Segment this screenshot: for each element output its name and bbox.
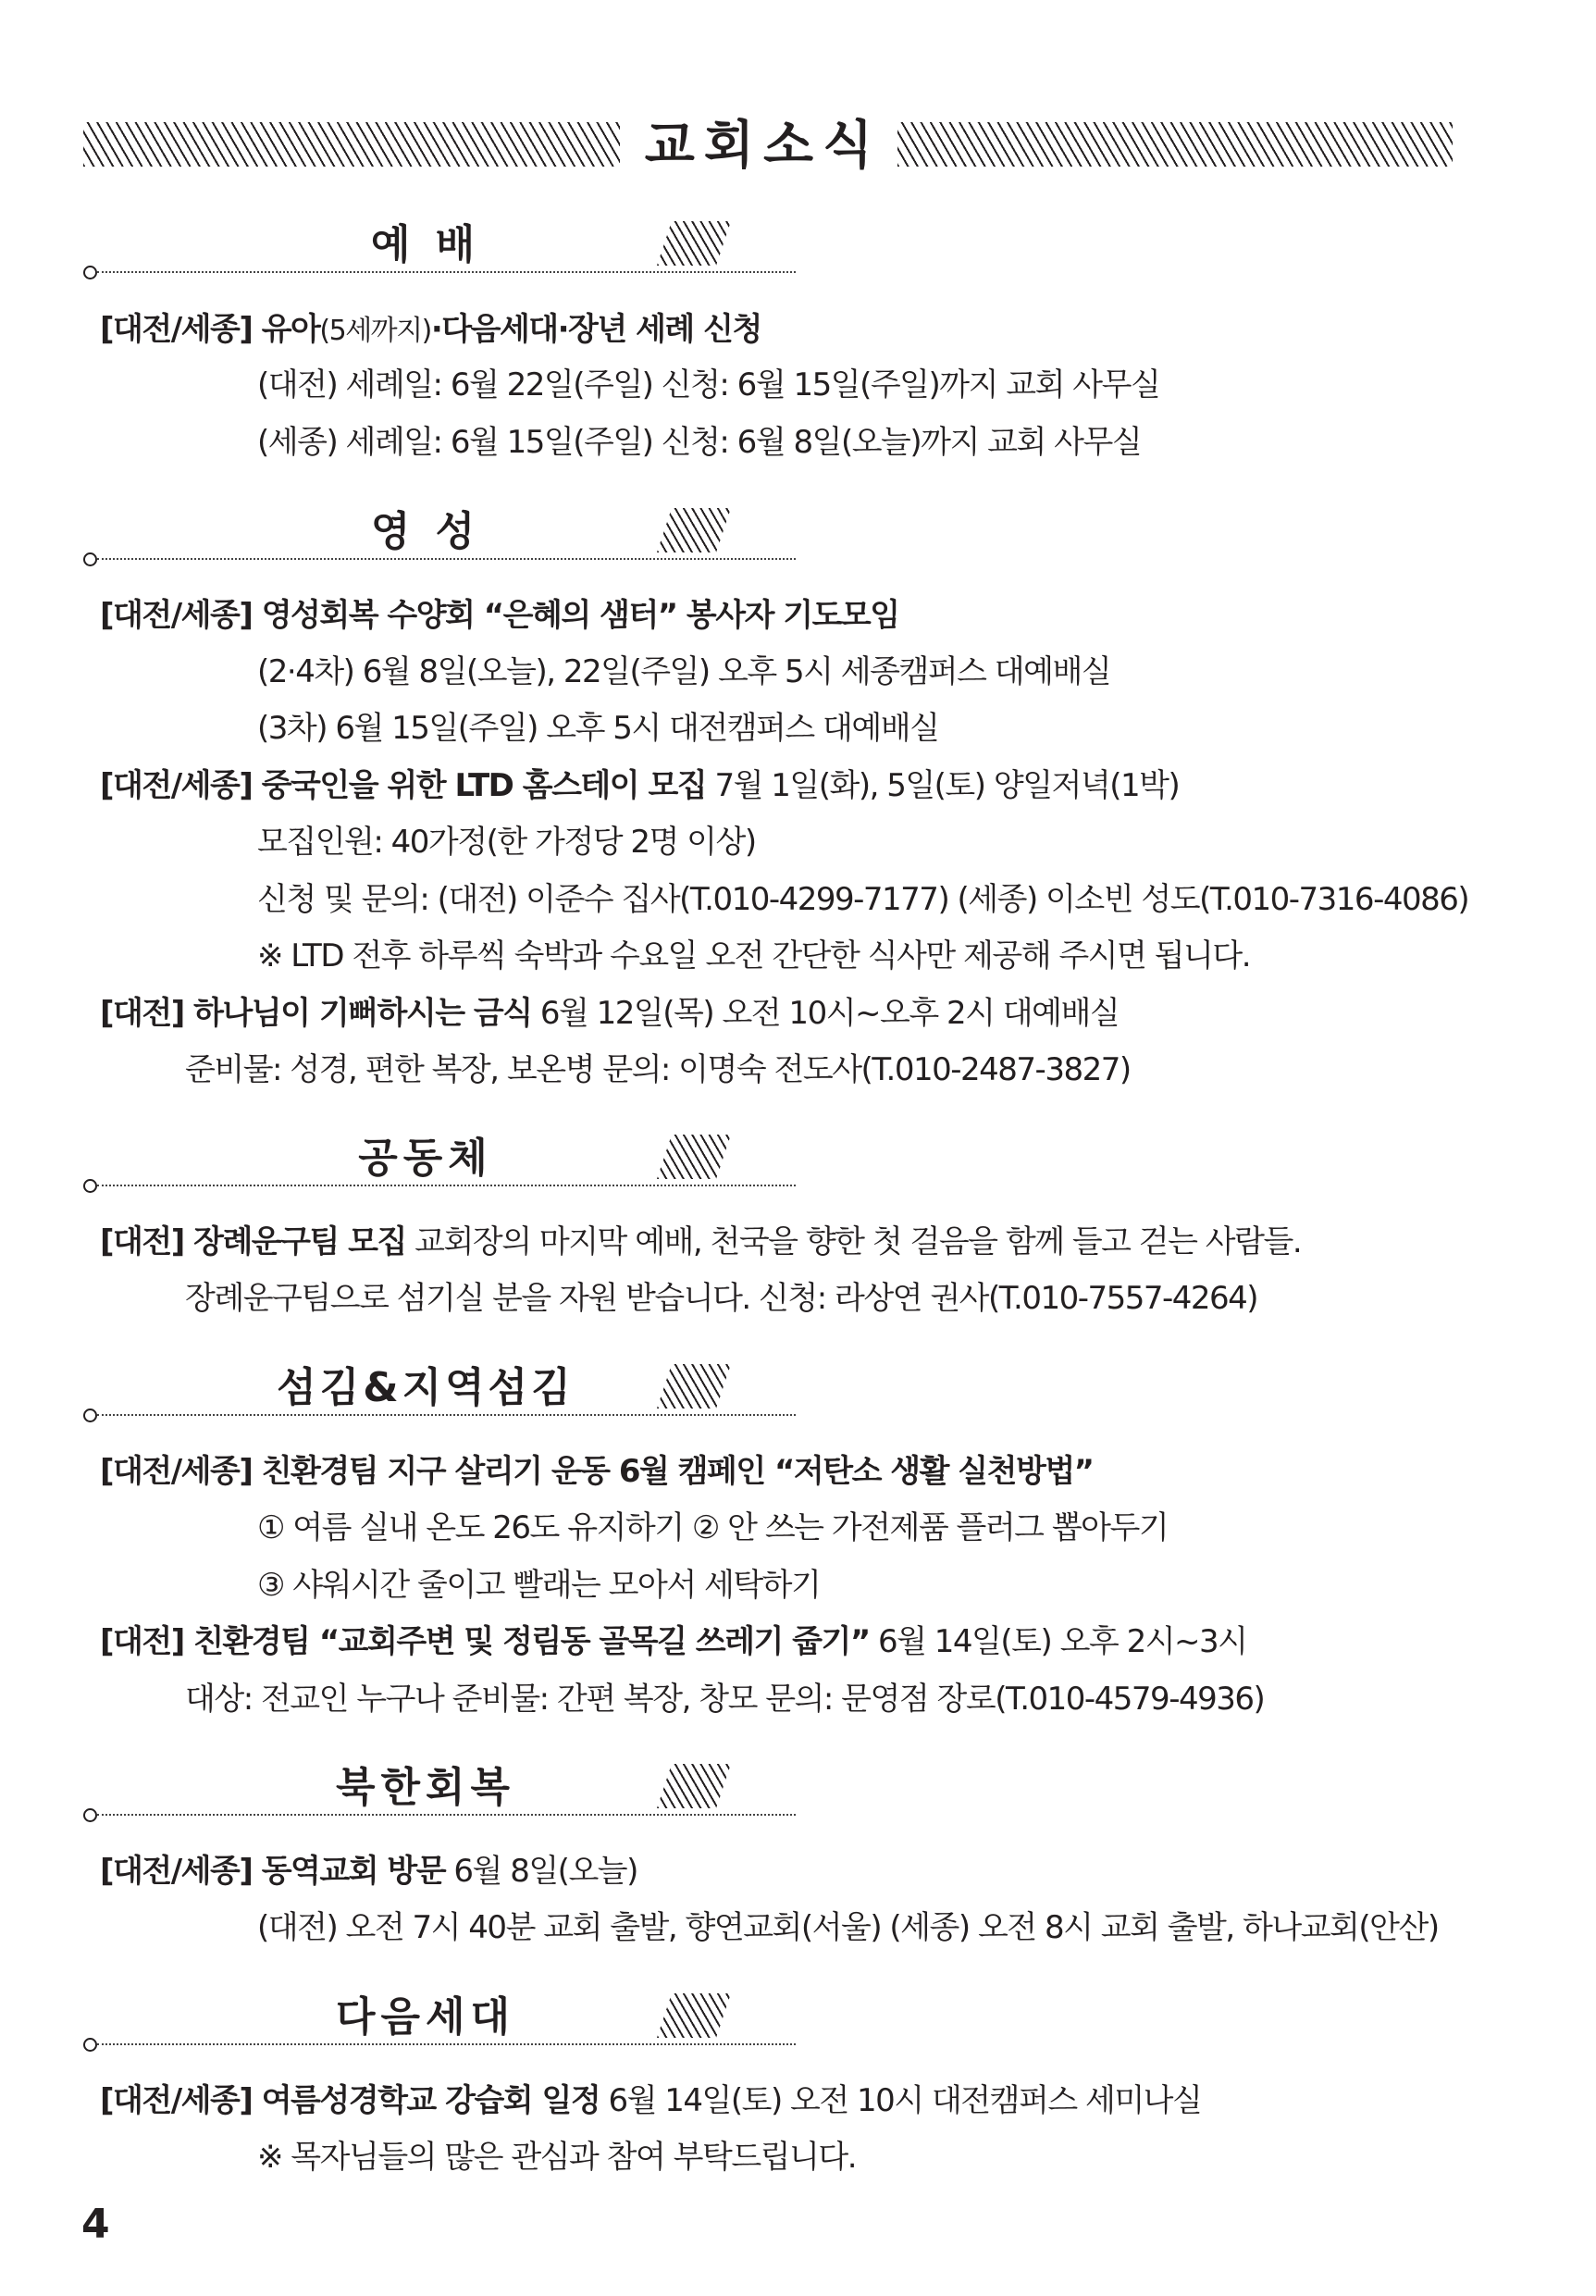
- notice-heading: [100, 1620, 1247, 1663]
- notice-heading: [100, 1850, 637, 1893]
- notice-heading-text: [대전/세종] 유아: [100, 311, 320, 348]
- hatch-icon: [657, 1993, 731, 2038]
- notice-heading: [100, 1221, 1301, 1263]
- notice-heading-text: [대전] 친환경팀 “교회주변 및 정림동 골목길 쓰레기 줍기”: [100, 1623, 870, 1660]
- notice-detail: 대상: 전교인 누구나 준비물: 간편 복장, 창모 문의: 문영점 장로(T.010-4579-4936): [185, 1681, 1265, 1718]
- notice-detail: 준비물: 성경, 편한 복장, 보온병 문의: 이명숙 전도사(T.010-2487-3827): [185, 1051, 1131, 1088]
- notice-detail: 모집인원: 40가정(한 가정당 2명 이상): [257, 824, 756, 861]
- notice-detail: ① 여름 실내 온도 26도 유지하기 ② 안 쓰는 가전제품 플러그 뽑아두기: [257, 1509, 1169, 1546]
- section-title: 공동체: [358, 1135, 493, 1182]
- section-title: 섬김&지역섬김: [277, 1364, 575, 1411]
- bullet-circle-icon: [83, 552, 97, 566]
- notice-heading: [대전/세종] 친환경팀 지구 살리기 운동 6월 캠페인 “저탄소 생활 실천방법”: [100, 1453, 1094, 1490]
- bullet-circle-icon: [83, 1409, 97, 1422]
- section-header-next-generation: [83, 1990, 749, 2054]
- notice-detail: ※ LTD 전후 하루씩 숙박과 수요일 오전 간단한 식사만 제공해 주시면 됩니다.: [257, 937, 1251, 974]
- notice-heading-note: (5세까지): [319, 315, 431, 347]
- bullet-circle-icon: [83, 1179, 97, 1193]
- section-title: 다음세대: [335, 1993, 515, 2041]
- page-header: [83, 109, 1453, 183]
- notice-heading-text-2: ·다음세대·장년 세례 신청: [430, 311, 761, 348]
- section-header-service: [83, 1360, 749, 1425]
- notice-detail: ※ 목자님들의 많은 관심과 참여 부탁드립니다.: [257, 2139, 857, 2176]
- notice-heading-text: [대전/세종] 여름성경학교 강습회 일정: [100, 2082, 600, 2119]
- section-title: 북한회복: [335, 1764, 515, 1811]
- hatch-icon: [657, 508, 731, 552]
- notice-heading-detail: 6월 12일(목) 오전 10시~오후 2시 대예배실: [531, 995, 1120, 1032]
- hatch-icon: [657, 1764, 731, 1808]
- notice-heading: [100, 308, 761, 353]
- notice-heading-text: [대전] 하나님이 기뻐하시는 금식: [100, 995, 532, 1032]
- notice-heading-text: [대전/세종] 중국인을 위한 LTD 홈스테이 모집: [100, 767, 707, 804]
- notice-detail: (대전) 세례일: 6월 22일(주일) 신청: 6월 15일(주일)까지 교회 사무실: [257, 366, 1160, 403]
- notice-heading-detail: 교회장의 마지막 예배, 천국을 향한 첫 걸음을 함께 들고 걷는 사람들.: [405, 1223, 1302, 1260]
- notice-heading: [대전/세종] 영성회복 수양회 “은혜의 샘터” 봉사자 기도모임: [100, 597, 899, 634]
- notice-detail: (2·4차) 6월 8일(오늘), 22일(주일) 오후 5시 세종캠퍼스 대예배실: [257, 653, 1111, 690]
- section-header-worship: [83, 217, 749, 282]
- page-title: 교회소식: [644, 116, 883, 176]
- section-title: 예 배: [370, 221, 481, 268]
- notice-heading: [100, 764, 1179, 807]
- section-header-north-korea: [83, 1760, 749, 1825]
- notice-heading-detail: 6월 8일(오늘): [445, 1853, 637, 1890]
- page-number: 4: [81, 2201, 110, 2248]
- notice-detail: 신청 및 문의: (대전) 이준수 집사(T.010-4299-7177) (세종) 이소빈 성도(T.010-7316-4086): [257, 881, 1469, 918]
- notice-detail: (대전) 오전 7시 40분 교회 출발, 향연교회(서울) (세종) 오전 8시 교회 출발, 하나교회(안산): [257, 1909, 1439, 1946]
- notice-heading-detail: 6월 14일(토) 오후 2시~3시: [869, 1623, 1247, 1660]
- section-title: 영 성: [370, 508, 481, 555]
- notice-detail: (세종) 세례일: 6월 15일(주일) 신청: 6월 8일(오늘)까지 교회 사무실: [257, 424, 1142, 461]
- notice-heading-detail: 6월 14일(토) 오전 10시 대전캠퍼스 세미나실: [600, 2082, 1202, 2119]
- notice-heading-detail: 7월 1일(화), 5일(토) 양일저녁(1박): [706, 767, 1180, 804]
- hatch-decoration-right: [897, 122, 1453, 167]
- notice-heading-text: [대전] 장례운구팀 모집: [100, 1223, 406, 1260]
- notice-detail: (3차) 6월 15일(주일) 오후 5시 대전캠퍼스 대예배실: [257, 710, 939, 747]
- notice-heading: [100, 2079, 1201, 2122]
- bullet-circle-icon: [83, 266, 97, 279]
- notice-detail: 장례운구팀으로 섬기실 분을 자원 받습니다. 신청: 라상연 권사(T.010-7557-4264): [185, 1280, 1258, 1317]
- notice-detail: ③ 샤워시간 줄이고 빨래는 모아서 세탁하기: [257, 1567, 821, 1604]
- hatch-icon: [657, 1135, 731, 1179]
- bullet-circle-icon: [83, 1808, 97, 1822]
- section-header-community: [83, 1131, 749, 1196]
- notice-heading-text: [대전/세종] 동역교회 방문: [100, 1853, 446, 1890]
- section-header-spirituality: [83, 504, 749, 569]
- notice-heading: [100, 992, 1119, 1035]
- hatch-decoration-left: [83, 122, 620, 167]
- hatch-icon: [657, 221, 731, 266]
- hatch-icon: [657, 1364, 731, 1409]
- bullet-circle-icon: [83, 2038, 97, 2052]
